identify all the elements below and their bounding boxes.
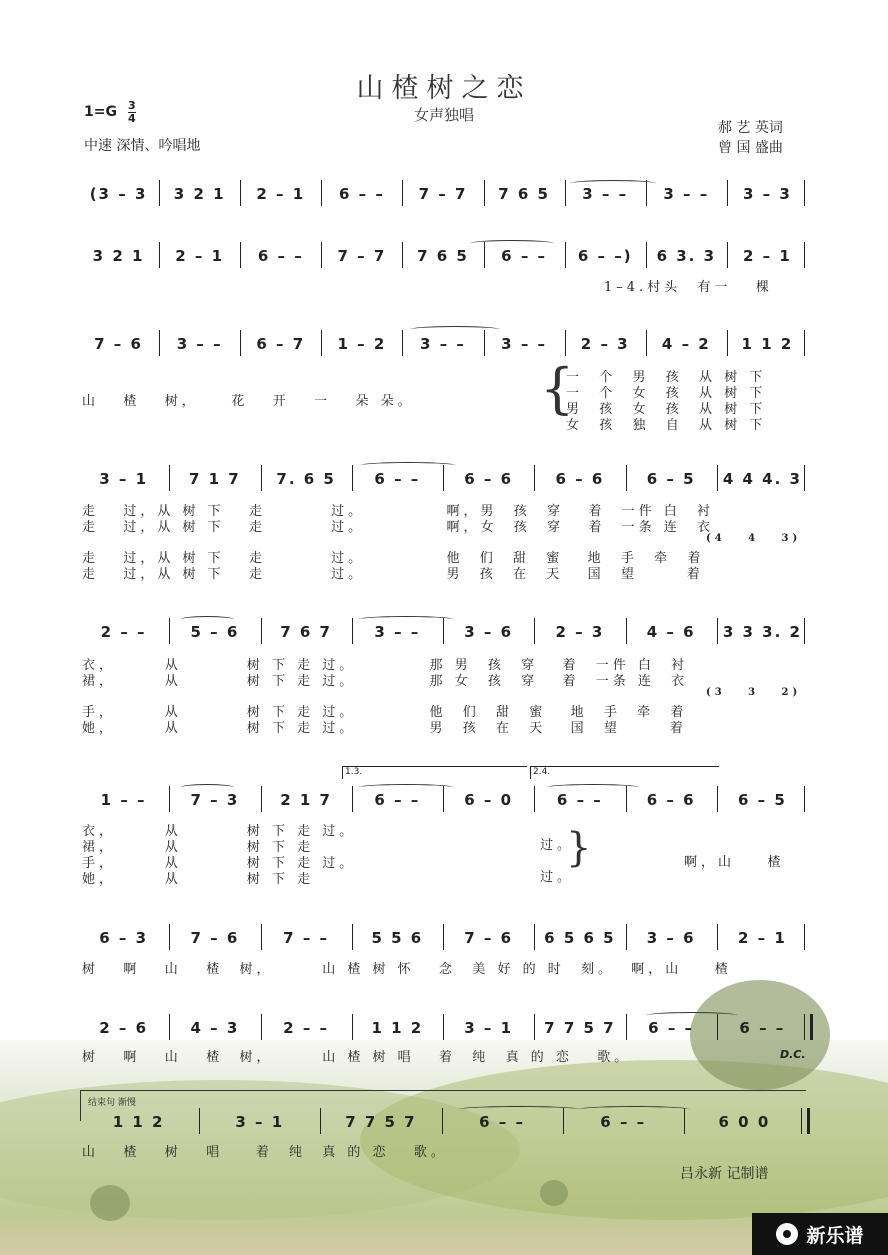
harmony-notes: (3 3 2) <box>706 687 802 698</box>
lyric-line: 裙， 从 树 下 走 过。 那 女 孩 穿 着 一条 连 衣 <box>82 674 689 689</box>
lyric-line: 走 过，从 树 下 走 过。 啊，女 孩 穿 着 一条 连 衣 <box>82 520 715 535</box>
lyricist: 郝 艺 英词 <box>718 120 783 136</box>
verse-brace: { <box>540 357 575 420</box>
measure: 6 – 6 <box>464 470 514 488</box>
slur <box>180 616 234 623</box>
measure: 2 – 1 <box>256 185 306 203</box>
measure: 4 – 6 <box>646 623 696 641</box>
measure: 6 – – <box>257 247 304 265</box>
measure: 7 1 7 <box>188 470 241 488</box>
measure: 6 – –) <box>577 247 633 265</box>
measure: 7 – 6 <box>464 929 514 947</box>
tie <box>358 616 454 623</box>
lyric-line: 她， 从 树 下 走 过。 男 孩 在 天 国 望 着 <box>82 721 687 736</box>
measure: 7 – 6 <box>190 929 240 947</box>
record-icon <box>776 1223 798 1245</box>
notation-row <box>78 182 808 206</box>
notation-row <box>78 244 808 268</box>
measure: 4 – 2 <box>661 335 711 353</box>
measure: 6 – 0 <box>464 791 514 809</box>
notation-row <box>78 467 808 491</box>
measure: 3 – 6 <box>646 929 696 947</box>
measure: 3 2 1 <box>92 247 145 265</box>
measure: 2 – – <box>100 623 147 641</box>
verse-brace: } <box>566 825 592 871</box>
measure: (3 – 3 <box>89 185 148 203</box>
background-tree <box>90 1185 130 1221</box>
measure: 7 – 3 <box>190 791 240 809</box>
measure: 2 – 1 <box>743 247 792 265</box>
tempo-marking: 中速 深情、吟唱地 <box>84 138 201 154</box>
measure: 1 1 2 <box>741 335 794 353</box>
final-barline <box>804 465 805 491</box>
lyric-line: 一 个 男 孩 从 树 下 <box>566 370 767 385</box>
lyric-line: 树 啊 山 楂 树， 山 楂 树 怀 念 美 好 的 时 刻。 啊，山 楂 <box>82 962 732 977</box>
measure: 7 6 7 <box>280 623 332 641</box>
coda-label: 结束句 渐慢 <box>88 1098 136 1108</box>
lyric-line: 过。 <box>540 838 575 853</box>
measure: 6 3. 3 <box>656 247 717 265</box>
measure: 6 – – <box>556 791 603 809</box>
measure: 6 – – <box>739 1019 786 1037</box>
measure: 2 – 3 <box>555 623 605 641</box>
notation-row <box>78 926 808 950</box>
lyric-line: 过。 <box>540 870 575 885</box>
measure: 3 3 3. 2 <box>722 623 802 641</box>
tie <box>546 784 640 791</box>
measure: 2 – 1 <box>175 247 225 265</box>
measure: 6 – 6 <box>555 470 605 488</box>
final-barline <box>804 924 805 950</box>
measure: 6 0 0 <box>718 1113 771 1131</box>
lyric-line: 女 孩 独 自 从 树 下 <box>566 418 767 433</box>
measure: 3 – – <box>420 335 466 353</box>
tie <box>570 180 656 187</box>
lyric-line: 手， 从 树 下 走 过。 他 们 甜 蜜 地 手 牵 着 <box>82 705 688 720</box>
key-signature: 1=G <box>84 104 117 120</box>
measure: 4 – 3 <box>190 1019 240 1037</box>
measure: 4 4 4. 3 <box>722 470 802 488</box>
final-barline <box>804 242 805 268</box>
arranger-credit: 吕永新 记制谱 <box>680 1166 769 1182</box>
lyric-line: 衣， 从 树 下 走 过。 <box>82 824 357 839</box>
coda-box <box>80 1090 806 1121</box>
tie <box>410 326 500 333</box>
tie <box>458 1106 580 1113</box>
measure: 7 7 5 7 <box>544 1019 616 1037</box>
measure: 1 – – <box>100 791 147 809</box>
measure: 3 – 1 <box>235 1113 285 1131</box>
measure: 7 – 6 <box>94 335 143 353</box>
measure: 3 – 3 <box>743 185 792 203</box>
measure: 3 – 1 <box>464 1019 514 1037</box>
lyric-line: 走 过，从 树 下 走 过。 啊，男 孩 穿 着 一件 白 衬 <box>82 504 715 519</box>
song-title: 山楂树之恋 <box>356 73 532 104</box>
measure: 6 – – <box>600 1113 647 1131</box>
song-subtitle: 女声独唱 <box>413 106 474 124</box>
background-tree <box>540 1180 568 1206</box>
first-ending: 1.3. <box>342 766 527 779</box>
measure: 3 – – <box>663 185 710 203</box>
final-barline <box>804 1014 813 1040</box>
measure: 6 – 5 <box>737 791 787 809</box>
final-barline <box>804 180 805 206</box>
logo-text: 新乐谱 <box>806 1224 864 1247</box>
lyric-line: 走 过，从 树 下 走 过。 男 孩 在 天 国 望 着 <box>82 567 704 582</box>
measure: 6 – 3 <box>99 929 149 947</box>
measure: 7 7 5 7 <box>345 1113 417 1131</box>
notation-row <box>78 788 808 812</box>
notation-row <box>78 332 808 356</box>
tie <box>578 1106 690 1113</box>
lyric-line: 1–4.村头 有一 棵 <box>604 280 773 295</box>
measure: 5 – 6 <box>190 623 240 641</box>
time-numerator: 3 <box>128 99 136 112</box>
tie <box>646 1012 738 1019</box>
measure: 2 – – <box>283 1019 330 1037</box>
measure: 6 – 6 <box>646 791 696 809</box>
notation-row <box>78 620 808 644</box>
measure: 2 – 1 <box>737 929 787 947</box>
final-barline <box>804 786 805 812</box>
harmony-notes: (4 4 3) <box>706 533 802 544</box>
measure: 6 – – <box>374 470 421 488</box>
measure: 3 – 1 <box>99 470 149 488</box>
measure: 7 6 5 <box>417 247 469 265</box>
lyric-line: 一 个 女 孩 从 树 下 <box>566 386 767 401</box>
measure: 6 – – <box>374 791 421 809</box>
lyric-line: 衣， 从 树 下 走 过。 那 男 孩 穿 着 一件 白 衬 <box>82 658 689 673</box>
credits <box>718 118 783 158</box>
lyric-line: 走 过，从 树 下 走 过。 他 们 甜 蜜 地 手 牵 着 <box>82 551 705 566</box>
measure: 1 1 2 <box>371 1019 424 1037</box>
measure: 6 – 5 <box>646 470 696 488</box>
measure: 7. 6 5 <box>276 470 336 488</box>
time-signature <box>128 100 136 125</box>
composer: 曾 国 盛曲 <box>718 140 783 156</box>
measure: 5 5 6 <box>371 929 424 947</box>
measure: 6 5 6 5 <box>544 929 616 947</box>
measure: 2 1 7 <box>280 791 332 809</box>
measure: 6 – – <box>479 1113 526 1131</box>
measure: 7 – 7 <box>418 185 468 203</box>
measure: 3 – – <box>501 335 548 353</box>
measure: 6 – 7 <box>256 335 306 353</box>
lyric-line: 啊，山 楂 <box>684 855 785 870</box>
measure: 3 – – <box>374 623 421 641</box>
measure: 2 – 3 <box>580 335 630 353</box>
notation-row <box>78 1016 808 1040</box>
da-capo-mark: D.C. <box>780 1048 806 1061</box>
measure: 3 – 6 <box>464 623 514 641</box>
measure: 6 – – <box>338 185 385 203</box>
measure: 2 – 6 <box>99 1019 149 1037</box>
measure: 7 – – <box>283 929 330 947</box>
tie <box>470 240 554 247</box>
tie <box>358 784 454 791</box>
lyric-line: 山 楂 树， 花 开 一 朵 朵。 <box>82 394 415 409</box>
lyric-line: 她， 从 树 下 走 <box>82 872 315 887</box>
site-logo[interactable] <box>752 1213 888 1255</box>
measure: 6 – – <box>501 247 548 265</box>
tie <box>360 462 456 469</box>
final-barline <box>804 330 805 356</box>
second-ending: 2.4. <box>530 766 719 779</box>
slur <box>180 784 234 791</box>
measure: 3 – – <box>582 185 629 203</box>
measure: 3 – – <box>176 335 223 353</box>
lyric-line: 男 孩 女 孩 从 树 下 <box>566 402 767 417</box>
lyric-line: 树 啊 山 楂 树， 山 楂 树 唱 着 纯 真 的 恋 歌。 <box>82 1050 632 1065</box>
time-denominator: 4 <box>128 112 136 125</box>
measure: 6 – – <box>648 1019 695 1037</box>
measure: 7 – 7 <box>337 247 387 265</box>
lyric-line: 手， 从 树 下 走 过。 <box>82 856 357 871</box>
measure: 1 – 2 <box>337 335 387 353</box>
measure: 7 6 5 <box>498 185 550 203</box>
lyric-line: 裙， 从 树 下 走 <box>82 840 315 855</box>
lyric-line: 山 楂 树 唱 着 纯 真 的 恋 歌。 <box>82 1145 448 1160</box>
final-barline <box>804 618 805 644</box>
measure: 1 1 2 <box>112 1113 165 1131</box>
measure: 3 2 1 <box>173 185 226 203</box>
